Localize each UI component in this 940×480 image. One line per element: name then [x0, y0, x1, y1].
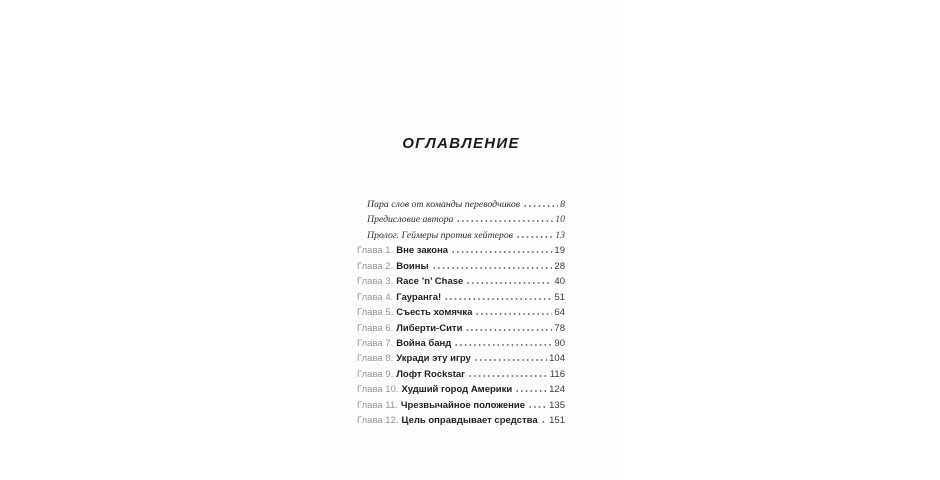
page-number: 28 [554, 260, 565, 272]
chapter-number: Глава 4. [357, 291, 394, 303]
toc-entry [357, 321, 565, 336]
page-number: 64 [554, 307, 565, 319]
toc-entry [357, 336, 565, 351]
page-number: 104 [549, 353, 565, 365]
entry-label: Съесть хомячка [396, 307, 473, 319]
page-number: 8 [560, 199, 565, 210]
chapter-number: Глава 5. [357, 307, 394, 319]
dot-leader [524, 205, 558, 207]
entry-label: Предисловие автора [367, 214, 454, 226]
dot-leader [516, 390, 547, 392]
dot-leader [517, 236, 553, 238]
entry-label: Пара слов от команды переводчиков [367, 199, 521, 210]
page-number: 90 [554, 337, 565, 349]
dot-leader [433, 267, 553, 269]
toc-entry [357, 228, 565, 243]
dot-leader [529, 406, 547, 408]
page-number: 116 [549, 368, 565, 380]
toc-entry [357, 274, 565, 289]
toc-entry [357, 212, 565, 227]
dot-leader [455, 344, 552, 346]
chapter-number: Глава 11. [357, 399, 398, 411]
toc-entry [357, 367, 565, 382]
page-number: 135 [549, 399, 565, 411]
toc-entry [357, 259, 565, 274]
entry-label: Худший город Америки [401, 384, 513, 396]
chapter-number: Глава 6. [357, 322, 394, 334]
page-number: 13 [555, 229, 565, 241]
page-number: 78 [554, 322, 565, 334]
dot-leader [457, 220, 553, 222]
entry-label: Либерти-Сити [396, 322, 463, 334]
toc-entry [357, 305, 565, 320]
toc-entry [357, 197, 565, 212]
dot-leader [469, 375, 548, 377]
chapter-number: Глава 2. [357, 260, 394, 272]
chapter-number: Глава 10. [357, 384, 399, 396]
entry-label: Чрезвычайное положение [400, 399, 525, 411]
dot-leader [452, 251, 552, 253]
chapter-number: Глава 8. [357, 353, 394, 365]
toc-entry [357, 413, 565, 428]
dot-leader [542, 421, 548, 423]
toc-entry [357, 398, 565, 413]
chapter-number: Глава 7. [357, 337, 394, 349]
entry-label: Вне закона [396, 245, 449, 257]
page-inner [320, 134, 622, 429]
toc-entry [357, 382, 565, 397]
page-number: 40 [554, 276, 565, 288]
toc-entry [357, 243, 565, 258]
entry-label: Цель оправдывает средства [401, 415, 538, 427]
dot-leader [475, 359, 547, 361]
page-number: 19 [554, 245, 565, 257]
entry-label: Лофт Rockstar [396, 368, 465, 380]
chapter-number: Глава 3. [357, 276, 394, 288]
chapter-number: Глава 1. [357, 245, 394, 257]
entry-label: Гауранга! [396, 291, 442, 303]
book-page [320, 0, 622, 480]
entry-label: Воины [396, 260, 429, 272]
toc-entry [357, 290, 565, 305]
page-number: 124 [549, 384, 565, 396]
dot-leader [467, 282, 552, 284]
dot-leader [445, 298, 552, 300]
chapter-number: Глава 12. [357, 415, 399, 427]
page-number: 51 [554, 291, 565, 303]
chapter-number: Глава 9. [357, 368, 394, 380]
entry-label: Война банд [396, 337, 452, 349]
page-number: 10 [555, 214, 565, 226]
dot-leader [476, 313, 552, 315]
toc-title: ОГЛАВЛЕНИЕ [402, 135, 520, 152]
entry-label: Race ’n’ Chase [396, 276, 464, 288]
dot-leader [466, 329, 552, 331]
toc-list [357, 197, 565, 429]
toc-entry [357, 351, 565, 366]
entry-label: Укради эту игру [396, 353, 471, 365]
page-number: 151 [549, 415, 565, 427]
entry-label: Пролог. Геймеры против хейтеров [367, 229, 514, 241]
